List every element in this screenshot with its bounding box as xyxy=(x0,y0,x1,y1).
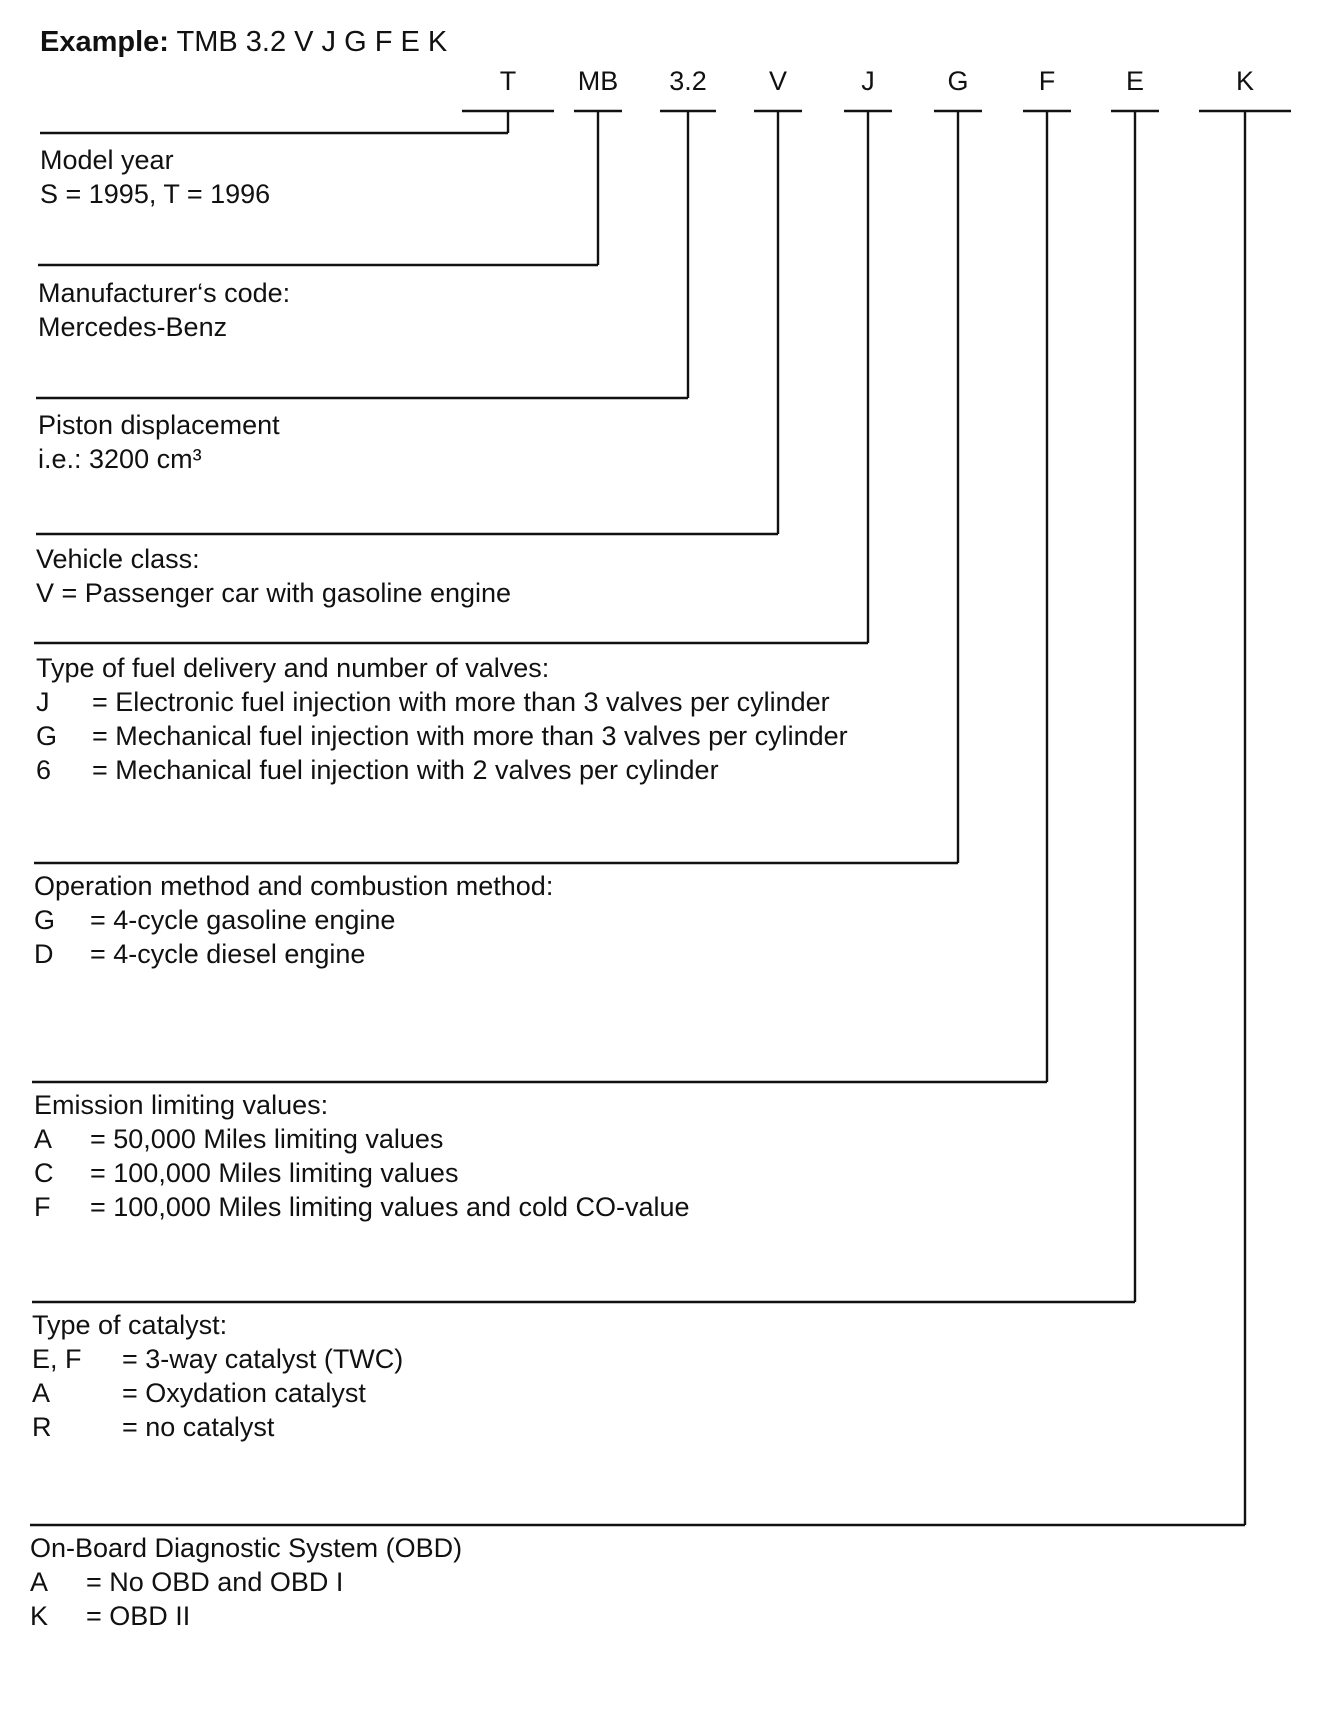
section-title: Manufacturer‘s code: xyxy=(38,278,291,308)
entry-key: J xyxy=(36,687,50,717)
section-entry xyxy=(32,1410,403,1444)
entry-text: = 50,000 Miles limiting values xyxy=(90,1124,444,1154)
entry-key: R xyxy=(32,1412,52,1442)
section-entry xyxy=(30,1599,462,1633)
section-line: S = 1995, T = 1996 xyxy=(40,179,271,209)
entry-text: = Mechanical fuel injection with 2 valves per cylinder xyxy=(92,755,719,785)
example-label: Example: xyxy=(40,26,169,58)
code-letter: G xyxy=(947,66,969,96)
code-section xyxy=(36,542,511,610)
code-section xyxy=(32,1308,403,1444)
section-title: On-Board Diagnostic System (OBD) xyxy=(30,1533,463,1563)
entry-text: = No OBD and OBD I xyxy=(86,1567,344,1597)
entry-key: A xyxy=(34,1124,53,1154)
entry-key: F xyxy=(34,1192,51,1222)
section-entry xyxy=(34,937,553,971)
entry-key: C xyxy=(34,1158,54,1188)
entry-key: A xyxy=(32,1378,51,1408)
entry-text: = 3-way catalyst (TWC) xyxy=(122,1344,404,1374)
section-title: Type of catalyst: xyxy=(32,1310,228,1340)
code-section xyxy=(30,1531,462,1633)
section-title: Emission limiting values: xyxy=(34,1090,329,1120)
entry-text: = 4-cycle diesel engine xyxy=(90,939,366,969)
section-title: Model year xyxy=(40,145,174,175)
section-line: Mercedes-Benz xyxy=(38,312,228,342)
code-section xyxy=(38,276,290,344)
code-letter: J xyxy=(861,66,875,96)
code-letter: V xyxy=(768,66,788,96)
section-entry xyxy=(34,1156,690,1190)
code-letter: F xyxy=(1038,66,1056,96)
entry-text: = 100,000 Miles limiting values xyxy=(90,1158,459,1188)
section-entry xyxy=(30,1565,462,1599)
section-line: i.e.: 3200 cm³ xyxy=(38,444,202,474)
section-entry xyxy=(36,719,848,753)
section-entry xyxy=(32,1376,403,1410)
code-section xyxy=(36,651,848,787)
section-entry xyxy=(36,753,848,787)
entry-key: E, F xyxy=(32,1344,82,1374)
section-title: Piston displacement xyxy=(38,410,280,440)
section-title: Operation method and combustion method: xyxy=(34,871,554,901)
entry-key: G xyxy=(36,721,58,751)
section-entry xyxy=(32,1342,403,1376)
entry-key: 6 xyxy=(36,755,52,785)
section-entry xyxy=(34,1122,690,1156)
code-letter: K xyxy=(1235,66,1255,96)
entry-text: = OBD II xyxy=(86,1601,191,1631)
entry-text: = 100,000 Miles limiting values and cold CO-value xyxy=(90,1192,690,1222)
code-section xyxy=(38,408,280,476)
entry-text: = Oxydation catalyst xyxy=(122,1378,366,1408)
section-line: V = Passenger car with gasoline engine xyxy=(36,578,512,608)
section-title: Vehicle class: xyxy=(36,544,200,574)
code-section xyxy=(40,143,270,211)
section-entry xyxy=(36,685,848,719)
entry-text: = Mechanical fuel injection with more than 3 valves per cylinder xyxy=(92,721,848,751)
section-entry xyxy=(34,903,553,937)
entry-key: D xyxy=(34,939,54,969)
code-section xyxy=(34,1088,690,1224)
code-letter: MB xyxy=(577,66,619,96)
entry-key: K xyxy=(30,1601,49,1631)
code-letter: T xyxy=(499,66,517,96)
code-section xyxy=(34,869,553,971)
entry-text: = Electronic fuel injection with more than 3 valves per cylinder xyxy=(92,687,830,717)
code-letter: 3.2 xyxy=(669,66,707,96)
section-title: Type of fuel delivery and number of valves: xyxy=(36,653,550,683)
entry-text: = no catalyst xyxy=(122,1412,275,1442)
entry-key: A xyxy=(30,1567,49,1597)
section-entry xyxy=(34,1190,690,1224)
entry-key: G xyxy=(34,905,56,935)
example-code: TMB 3.2 V J G F E K xyxy=(176,26,448,58)
code-letter: E xyxy=(1125,66,1145,96)
entry-text: = 4-cycle gasoline engine xyxy=(90,905,396,935)
